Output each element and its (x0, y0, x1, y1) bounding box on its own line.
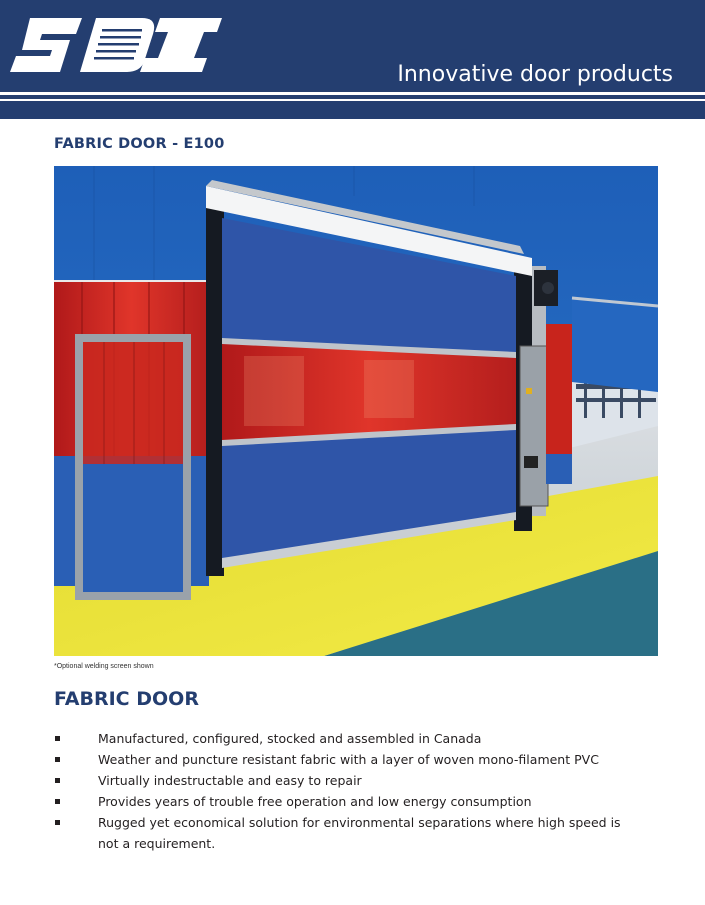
sdi-logo (10, 16, 222, 86)
list-item (54, 791, 634, 812)
feature-text: Virtually indestructable and easy to repair (98, 773, 362, 788)
header-stripe (0, 92, 705, 95)
product-photo (54, 166, 658, 656)
feature-text: Manufactured, configured, stocked and assembled in Canada (98, 731, 482, 746)
feature-list (54, 728, 634, 854)
feature-text: Rugged yet economical solution for environmental separations where high speed is not a requirement. (98, 815, 621, 851)
bullet-icon (55, 736, 60, 741)
list-item (54, 728, 634, 749)
page-header (0, 0, 705, 119)
list-item (54, 749, 634, 770)
list-item (54, 812, 634, 854)
photo-caption: *Optional welding screen shown (54, 663, 154, 670)
bullet-icon (55, 820, 60, 825)
list-item (54, 770, 634, 791)
feature-text: Weather and puncture resistant fabric with a layer of woven mono-filament PVC (98, 752, 599, 767)
header-tagline: Innovative door products (397, 62, 673, 87)
product-code: FABRIC DOOR - E100 (54, 136, 225, 152)
section-title: FABRIC DOOR (54, 688, 199, 710)
bullet-icon (55, 778, 60, 783)
header-stripe (0, 99, 705, 101)
bullet-icon (55, 799, 60, 804)
feature-text: Provides years of trouble free operation and low energy consumption (98, 794, 532, 809)
bullet-icon (55, 757, 60, 762)
